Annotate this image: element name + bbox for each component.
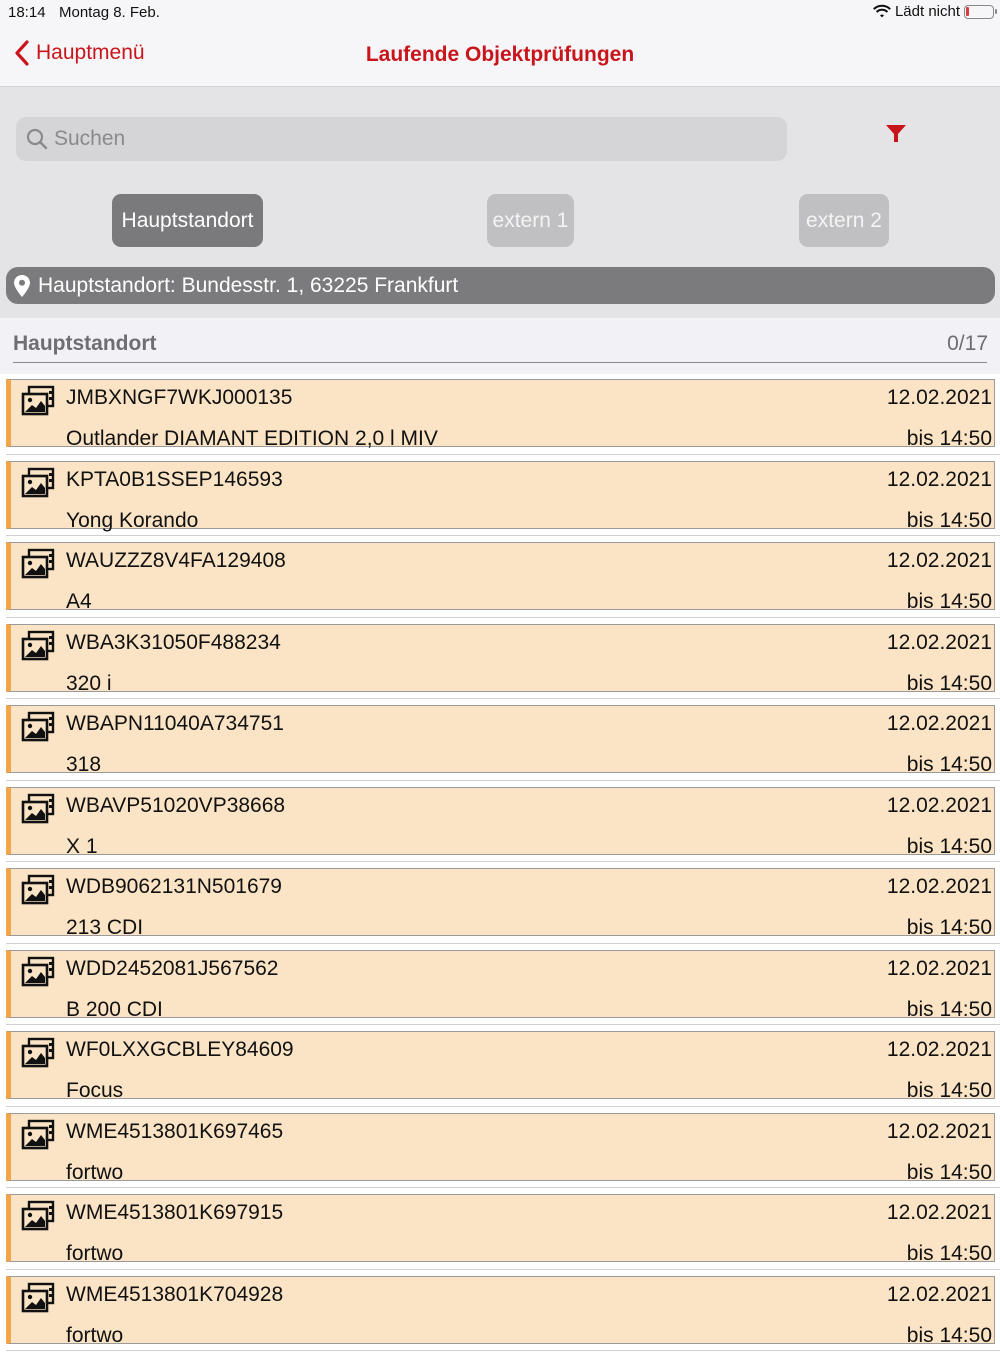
vehicle-vin: WF0LXXGCBLEY84609 <box>66 1038 294 1062</box>
status-bar <box>0 0 1000 26</box>
vehicle-vin: WBAVP51020VP38668 <box>66 794 285 818</box>
inspection-list <box>0 374 1000 1352</box>
due-date: 12.02.2021 <box>887 1038 992 1062</box>
vehicle-model: 320 i <box>66 672 112 696</box>
row-separator <box>6 1187 1000 1188</box>
wifi-icon <box>873 5 891 19</box>
vehicle-model: fortwo <box>66 1324 123 1348</box>
due-time: bis 14:50 <box>907 427 992 451</box>
page-title: Laufende Objektprüfungen <box>0 43 1000 67</box>
section-divider <box>13 362 987 363</box>
vehicle-vin: WME4513801K697465 <box>66 1120 283 1144</box>
vehicle-model: fortwo <box>66 1242 123 1266</box>
status-right <box>873 3 994 20</box>
filter-header <box>0 87 1000 318</box>
navigation-bar <box>0 26 1000 87</box>
segment-extern-2[interactable]: extern 2 <box>799 194 889 247</box>
vehicle-model: Yong Korando <box>66 509 198 533</box>
row-separator <box>6 1106 1000 1107</box>
inspection-card[interactable] <box>6 787 995 855</box>
row-separator <box>6 698 1000 699</box>
list-item <box>0 700 1000 782</box>
vehicle-model: Outlander DIAMANT EDITION 2,0 l MIV <box>66 427 438 451</box>
inspection-card[interactable] <box>6 705 995 773</box>
due-date: 12.02.2021 <box>887 468 992 492</box>
row-separator <box>6 1269 1000 1270</box>
inspection-card[interactable] <box>6 1113 995 1181</box>
photo-gallery-icon <box>21 549 55 579</box>
back-label: Hauptmenü <box>36 41 145 65</box>
due-time: bis 14:50 <box>907 835 992 859</box>
due-date: 12.02.2021 <box>887 794 992 818</box>
location-pin-icon <box>14 275 30 297</box>
photo-gallery-icon <box>21 1201 55 1231</box>
due-time: bis 14:50 <box>907 672 992 696</box>
photo-gallery-icon <box>21 1120 55 1150</box>
vehicle-vin: KPTA0B1SSEP146593 <box>66 468 283 492</box>
vehicle-model: B 200 CDI <box>66 998 163 1022</box>
photo-gallery-icon <box>21 1038 55 1068</box>
search-icon <box>26 128 48 150</box>
due-date: 12.02.2021 <box>887 712 992 736</box>
due-date: 12.02.2021 <box>887 386 992 410</box>
vehicle-vin: WBAPN11040A734751 <box>66 712 284 736</box>
list-item <box>0 537 1000 619</box>
due-time: bis 14:50 <box>907 1079 992 1103</box>
location-text: Hauptstandort: Bundesstr. 1, 63225 Frankfurt <box>38 274 458 298</box>
photo-gallery-icon <box>21 875 55 905</box>
row-separator <box>6 861 1000 862</box>
vehicle-vin: WAUZZZ8V4FA129408 <box>66 549 286 573</box>
due-date: 12.02.2021 <box>887 549 992 573</box>
vehicle-vin: WDB9062131N501679 <box>66 875 282 899</box>
list-item <box>0 1108 1000 1190</box>
due-time: bis 14:50 <box>907 998 992 1022</box>
inspection-card[interactable] <box>6 624 995 692</box>
row-separator <box>6 1024 1000 1025</box>
due-date: 12.02.2021 <box>887 1120 992 1144</box>
due-time: bis 14:50 <box>907 1242 992 1266</box>
photo-gallery-icon <box>21 631 55 661</box>
due-time: bis 14:50 <box>907 509 992 533</box>
row-separator <box>6 943 1000 944</box>
segment-hauptstandort[interactable]: Hauptstandort <box>112 194 263 247</box>
charging-status: Lädt nicht <box>895 3 960 20</box>
section-header <box>0 318 1000 374</box>
inspection-card[interactable] <box>6 1194 995 1262</box>
section-count: 0/17 <box>947 332 988 356</box>
inspection-card[interactable] <box>6 868 995 936</box>
battery-icon <box>964 5 994 19</box>
location-bar <box>6 267 995 304</box>
due-time: bis 14:50 <box>907 590 992 614</box>
vehicle-vin: WME4513801K704928 <box>66 1283 283 1307</box>
search-bar[interactable] <box>16 117 787 161</box>
photo-gallery-icon <box>21 386 55 416</box>
list-item <box>0 1271 1000 1352</box>
due-date: 12.02.2021 <box>887 957 992 981</box>
list-item <box>0 782 1000 864</box>
due-time: bis 14:50 <box>907 916 992 940</box>
photo-gallery-icon <box>21 1283 55 1313</box>
due-time: bis 14:50 <box>907 1161 992 1185</box>
due-date: 12.02.2021 <box>887 1283 992 1307</box>
due-date: 12.02.2021 <box>887 631 992 655</box>
filter-icon[interactable] <box>884 122 908 146</box>
search-input[interactable] <box>54 127 754 151</box>
due-date: 12.02.2021 <box>887 875 992 899</box>
list-item <box>0 619 1000 701</box>
vehicle-vin: WDD2452081J567562 <box>66 957 278 981</box>
segment-extern-1[interactable]: extern 1 <box>487 194 574 247</box>
inspection-card[interactable] <box>6 542 995 610</box>
vehicle-vin: WBA3K31050F488234 <box>66 631 281 655</box>
inspection-card[interactable] <box>6 379 995 447</box>
inspection-card[interactable] <box>6 1031 995 1099</box>
list-item <box>0 456 1000 538</box>
list-item <box>0 863 1000 945</box>
status-date: Montag 8. Feb. <box>59 4 160 21</box>
row-separator <box>6 454 1000 455</box>
vehicle-model: fortwo <box>66 1161 123 1185</box>
due-time: bis 14:50 <box>907 753 992 777</box>
list-item <box>0 374 1000 456</box>
section-title: Hauptstandort <box>13 332 157 356</box>
inspection-card[interactable] <box>6 1276 995 1344</box>
row-separator <box>6 780 1000 781</box>
inspection-card[interactable] <box>6 461 995 529</box>
vehicle-model: 213 CDI <box>66 916 143 940</box>
vehicle-vin: WME4513801K697915 <box>66 1201 283 1225</box>
inspection-card[interactable] <box>6 950 995 1018</box>
photo-gallery-icon <box>21 712 55 742</box>
row-separator <box>6 617 1000 618</box>
vehicle-model: 318 <box>66 753 101 777</box>
list-item <box>0 945 1000 1027</box>
status-time: 18:14 <box>8 4 46 21</box>
vehicle-vin: JMBXNGF7WKJ000135 <box>66 386 292 410</box>
vehicle-model: Focus <box>66 1079 123 1103</box>
due-date: 12.02.2021 <box>887 1201 992 1225</box>
list-item <box>0 1026 1000 1108</box>
vehicle-model: X 1 <box>66 835 98 859</box>
photo-gallery-icon <box>21 468 55 498</box>
vehicle-model: A4 <box>66 590 92 614</box>
photo-gallery-icon <box>21 957 55 987</box>
list-item <box>0 1189 1000 1271</box>
photo-gallery-icon <box>21 794 55 824</box>
due-time: bis 14:50 <box>907 1324 992 1348</box>
row-separator <box>6 535 1000 536</box>
row-separator <box>6 1350 1000 1351</box>
